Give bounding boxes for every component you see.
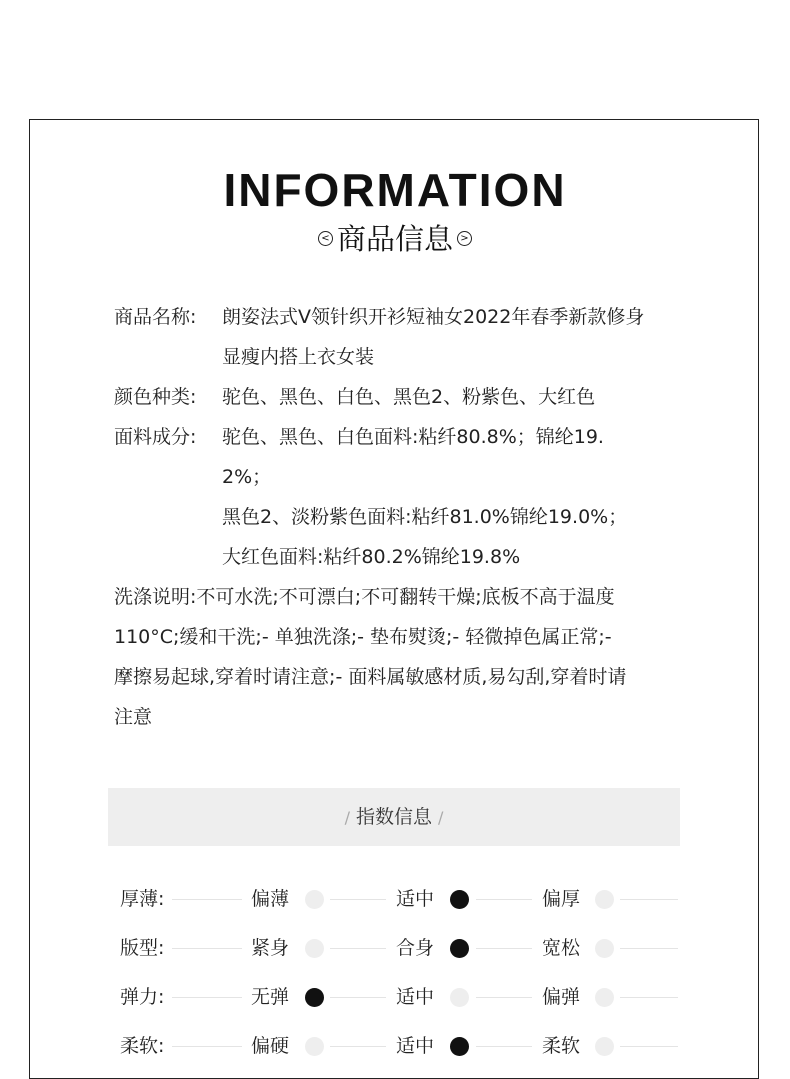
- name-value: [222, 297, 704, 377]
- unselected-dot-icon: [305, 1037, 324, 1056]
- name-label: 商品名称:: [114, 306, 197, 328]
- index-option-label: 宽松: [542, 937, 581, 959]
- slash-right: /: [438, 808, 444, 827]
- divider-line: [330, 948, 386, 949]
- selected-dot-icon: [450, 939, 469, 958]
- fabric-line: 大红色面料:粘纤80.2%锦纶19.8%: [222, 546, 521, 568]
- selected-dot-icon: [450, 1037, 469, 1056]
- wash-line-first: [114, 577, 704, 617]
- color-line: 驼色、黑色、白色、黑色2、粉紫色、大红色: [222, 386, 596, 408]
- fabric-line: 2%；: [222, 466, 272, 488]
- wash-line: 注意: [114, 706, 153, 728]
- divider-line: [172, 899, 242, 900]
- title-chinese-text: 商品信息: [336, 222, 453, 256]
- fabric-line: 黑色2、淡粉紫色面料:粘纤81.0%锦纶19.0%；: [222, 506, 628, 528]
- color-value: [222, 377, 704, 417]
- index-option-label: 适中: [396, 888, 435, 910]
- divider-line: [172, 1046, 242, 1047]
- index-option-label: 偏弹: [542, 986, 581, 1008]
- divider-line: [330, 997, 386, 998]
- info-row-fabric: [114, 417, 704, 577]
- unselected-dot-icon: [305, 939, 324, 958]
- index-option-label: 适中: [396, 1035, 435, 1057]
- index-title: 指数信息: [355, 806, 432, 828]
- info-row-name: [114, 297, 704, 377]
- index-row-label: 柔软:: [120, 1035, 165, 1057]
- divider-line: [172, 997, 242, 998]
- divider-line: [172, 948, 242, 949]
- unselected-dot-icon: [305, 890, 324, 909]
- name-line: 朗姿法式V领针织开衫短袖女2022年春季新款修身: [222, 306, 645, 328]
- fabric-value: [222, 417, 704, 577]
- index-row: [120, 1022, 680, 1071]
- index-option-label: 偏厚: [542, 888, 581, 910]
- title-english: INFORMATION: [223, 164, 567, 216]
- title-chinese: [0, 220, 790, 258]
- wash-line: 110°C;缓和干洗;- 单独洗涤;- 垫布熨烫;- 轻微掉色属正常;-: [114, 626, 612, 648]
- index-banner: [108, 788, 680, 846]
- info-row-color: [114, 377, 704, 417]
- fabric-label: 面料成分:: [114, 426, 197, 448]
- index-option-label: 适中: [396, 986, 435, 1008]
- index-grid: [120, 875, 680, 1071]
- name-line: 显瘦内搭上衣女装: [222, 346, 375, 368]
- index-option-label: 无弹: [251, 986, 290, 1008]
- index-row-label: 版型:: [120, 937, 165, 959]
- index-option-label: 合身: [396, 937, 435, 959]
- divider-line: [620, 948, 678, 949]
- unselected-dot-icon: [595, 1037, 614, 1056]
- index-row: [120, 924, 680, 973]
- wash-line: 摩擦易起球,穿着时请注意;- 面料属敏感材质,易勾刮,穿着时请: [114, 666, 627, 688]
- divider-line: [330, 899, 386, 900]
- index-option-label: 偏硬: [251, 1035, 290, 1057]
- divider-line: [476, 899, 532, 900]
- unselected-dot-icon: [595, 988, 614, 1007]
- index-option-label: 紧身: [251, 937, 290, 959]
- wash-label: 洗涤说明:: [114, 586, 197, 608]
- selected-dot-icon: [305, 988, 324, 1007]
- unselected-dot-icon: [595, 939, 614, 958]
- divider-line: [620, 997, 678, 998]
- index-row: [120, 875, 680, 924]
- divider-line: [476, 1046, 532, 1047]
- index-row: [120, 973, 680, 1022]
- selected-dot-icon: [450, 890, 469, 909]
- divider-line: [620, 899, 678, 900]
- index-row-label: 厚薄:: [120, 888, 165, 910]
- unselected-dot-icon: [595, 890, 614, 909]
- wash-line: 不可水洗;不可漂白;不可翻转干燥;底板不高于温度: [196, 586, 615, 608]
- divider-line: [476, 997, 532, 998]
- product-info: [114, 297, 704, 737]
- index-option-label: 偏薄: [251, 888, 290, 910]
- color-label: 颜色种类:: [114, 386, 197, 408]
- divider-line: [476, 948, 532, 949]
- chevron-right-icon: >: [457, 231, 472, 246]
- index-row-label: 弹力:: [120, 986, 165, 1008]
- divider-line: [330, 1046, 386, 1047]
- divider-line: [620, 1046, 678, 1047]
- info-row-wash: [114, 577, 704, 737]
- fabric-line: 驼色、黑色、白色面料:粘纤80.8%；锦纶19.: [222, 426, 604, 448]
- slash-left: /: [344, 808, 350, 827]
- unselected-dot-icon: [450, 988, 469, 1007]
- chevron-left-icon: <: [318, 231, 333, 246]
- index-option-label: 柔软: [542, 1035, 581, 1057]
